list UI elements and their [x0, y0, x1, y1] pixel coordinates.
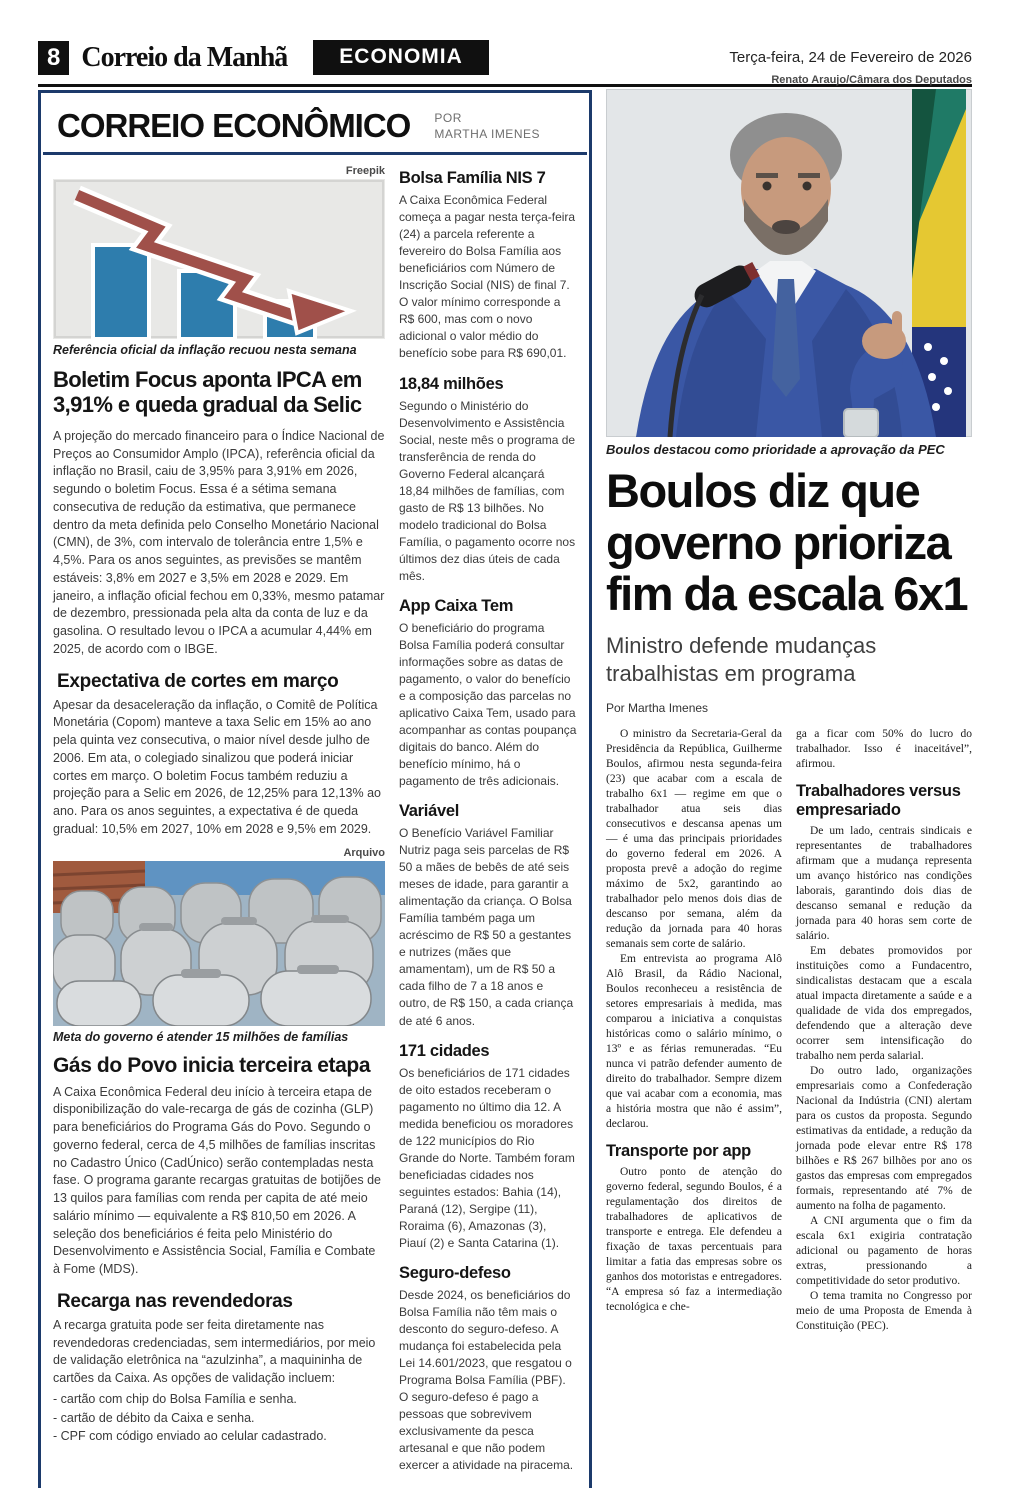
subhead-trabalhadores: Trabalhadores versus empresariado — [796, 782, 961, 820]
brief-item — [399, 169, 577, 362]
article-body-focus: A projeção do mercado financeiro para o Índice Nacional de Preços ao Consumidor Amplo (IPCA), referência oficial da inflação no Brasil, caiu de 3,95% para 3,91% em 2026, segundo o boletim Focus. Essa é a sétima semana consecutiva de redução da estimativa, que permanece dentro da meta definida pelo Conselho Monetário Nacional (CMN), de 3%, com intervalo de tolerância entre 1,5% e 4,5%. Para os anos seguintes, as previsões se mantêm estáveis: 3,8% em 2027 e 3,5% em 2028 e 2029. Em janeiro, a inflação oficial fechou em 0,33%, mesmo patamar de dezembro, pressionada pela alta da conta de luz e da gasolina. O resultado levou o IPCA a acumular 4,44% em 2025, de acordo com o IBGE. — [53, 428, 385, 656]
paragraph: A CNI argumenta que o fim da escala 6x1 exigiria contratação adicional ou pagamento de horas extras, pressionando a competitividade do setor produtivo. — [796, 1215, 972, 1287]
brief-heading: Variável — [399, 802, 459, 821]
brief-body: A Caixa Econômica Federal começa a pagar nesta terça-feira (24) a parcela referente a fevereiro do Bolsa Família aos beneficiários com Número de Inscrição Social (NIS) de final 7. O valor mínimo corresponde a R$ 600, mas com o novo adicional o valor médio do benefício sobe para R$ 690,01. — [399, 193, 576, 361]
issue-date: Terça-feira, 24 de Fevereiro de 2026 — [729, 49, 972, 66]
gas-bottles-photo — [53, 861, 385, 1026]
list-item: - cartão com chip do Bolsa Família e senha. — [53, 1391, 297, 1406]
article-deck: Ministro defende mudanças trabalhistas em programa — [606, 633, 877, 686]
paragraph: O ministro da Secretaria-Geral da Presidência da República, Guilherme Boulos, afirmou nesta segunda-feira (23) que acabar com a escala de trabalho 6x1 — regime em que o trabalhador atua seis dias consecutivos e descansa apenas um — é uma das principais prioridades do governo federal em 2026. A proposta prevê a adoção do regime máximo de 5x2, garantindo ao trabalhador pelo menos dois dias de descanso por semana, além da redução da jornada para 40 horas semanais sem corte de salário. — [606, 728, 782, 951]
paragraph: Do outro lado, organizações empresariais como a Confederação Nacional da Indústria (CNI) alertam para os custos da proposta. Segundo estimativas da entidade, a redução da jornada pode elevar entre R$ 178 bilhões e R$ 267 bilhões por ano os gastos das empresas com empregados formais, representando até 7% de aumento na folha de pagamento. — [796, 1065, 972, 1212]
brief-body: O beneficiário do programa Bolsa Família poderá consultar informações sobre as datas de pagamento, o valor do benefício e a composição das parcelas no aplicativo Caixa Tem, usado para acompanhar as contas poupança digitais do banco. Além do benefício mínimo, há o pagamento de três adicionais. — [399, 620, 577, 789]
correio-economico-box — [38, 90, 592, 1488]
paragraph: Em debates promovidos por instituições como a Fundacentro, sindicalistas destacam que a escala atual impacta diretamente a saúde e a qualidade de vida dos empregados, defendendo que a alteração deve ocorrer sem intensificação do trabalho nem perda salarial. — [796, 945, 972, 1062]
article-column-2 — [796, 727, 972, 1334]
article-byline: Por Martha Imenes — [606, 701, 709, 716]
paragraph: O tema tramita no Congresso por meio de uma Proposta de Emenda à Constituição (PEC). — [796, 1290, 972, 1332]
brief-heading: 171 cidades — [399, 1041, 490, 1060]
newspaper-title: Correio da Manhã — [81, 41, 288, 73]
list-item: - CPF com código enviado ao celular cadastrado. — [53, 1429, 327, 1444]
brief-heading: Seguro-defeso — [399, 1263, 511, 1282]
photo-credit: Arquivo — [343, 846, 385, 859]
byline-prefix: POR — [434, 111, 462, 125]
subhead-cortes: Expectativa de cortes em março — [57, 670, 339, 692]
brief-body: Desde 2024, os beneficiários do Bolsa Família não têm mais o desconto do seguro-defeso. A mudança foi estabelecida pela Lei 14.601/2023, que resgatou o Programa Bolsa Família (PBF). O seguro-defeso é pago a pessoas que sobrevivem exclusivamente da pesca artesanal e que não podem exercer a atividade na piracema. — [399, 1287, 574, 1473]
eco-main-column — [53, 163, 385, 1486]
eco-briefs-column — [399, 163, 577, 1486]
subhead-recarga: Recarga nas revendedoras — [57, 1290, 293, 1312]
brief-item — [399, 1042, 577, 1252]
page-number: 8 — [38, 41, 69, 75]
brief-item — [399, 375, 577, 585]
validation-options-list — [53, 1390, 385, 1446]
photo-caption: Referência oficial da inflação recuou nesta semana — [53, 343, 357, 358]
article-body-recarga: A recarga gratuita pode ser feita diretamente nas revendedoras credenciadas, sem intermediários, por meio de validação eletrônica na “azulzinha”, a maquininha de cartões da Caixa. As opções de validação incluem: — [53, 1317, 376, 1386]
article-headline-focus: Boletim Focus aponta IPCA em 3,91% e queda gradual da Selic — [53, 367, 362, 418]
article-body-gas: A Caixa Econômica Federal deu início à terceira etapa de disponibilização do vale-recarga de gás de cozinha (GLP) para beneficiários do Programa Gás do Povo. Segundo o governo federal, cerca de 4,5 milhões de famílias inscritas no Cadastro Único (CadÚnico) serão contempladas nesta fase. O programa garante recargas gratuitas de botijões de 13 quilos para famílias com renda per capita de até meio salário mínimo — equivalente a R$ 810,50 em 2026. A seleção dos beneficiários é feita pelo Ministério do Desenvolvimento e Assistência Social, Família e Combate à Fome (MDS). — [53, 1084, 381, 1277]
list-item: - cartão de débito da Caixa e senha. — [53, 1410, 255, 1425]
article-headline-gas: Gás do Povo inicia terceira etapa — [53, 1053, 371, 1077]
brief-heading: App Caixa Tem — [399, 596, 514, 615]
boulos-article — [606, 72, 972, 1334]
article-column-1 — [606, 727, 782, 1334]
paragraph: Outro ponto de atenção do governo federal, segundo Boulos, é a regulamentação dos direitos de trabalhadores de aplicativos de transporte e entrega. Ele defendeu a fixação de taxas percentuais para limitar a fatia das empresas sobre os ganhos dos motoristas e entregadores. “A empresa só faz a intermediação tecnológica e che- — [606, 1166, 782, 1314]
brief-item — [399, 597, 577, 790]
photo-caption: Meta do governo é atender 15 milhões de famílias — [53, 1029, 349, 1044]
article-body-cortes: Apesar da desaceleração da inflação, o Comitê de Política Monetária (Copom) manteve a taxa Selic em 15% ao ano pela quinta vez consecutiva, o maior nível desde julho de 2006. Em ata, o colegiado sinalizou que poderá iniciar cortes em março. O boletim Focus também reduziu a projeção para a Selic em 2026, de 12,25% para 12,13% ao ano. Para os anos seguintes, a expectativa é de queda gradual: 10,5% em 2027, 10% em 2028 e 9,5% em 2029. — [53, 697, 382, 836]
eco-columns — [41, 155, 589, 1488]
article-columns — [606, 727, 972, 1334]
boulos-photo — [606, 89, 972, 437]
photo-caption: Boulos destacou como prioridade a aprovação da PEC — [606, 442, 945, 457]
byline-name: MARTHA IMENES — [434, 126, 540, 141]
article-headline: Boulos diz que governo prioriza fim da escala 6x1 — [606, 464, 968, 621]
photo-credit: Renato Araujo/Câmara dos Deputados — [771, 74, 972, 86]
paragraph: ga a ficar com 50% do lucro do trabalhador. Isso é inaceitável”, afirmou. — [796, 728, 972, 771]
column-title: CORREIO ECONÔMICO — [57, 107, 411, 144]
inflation-chart-photo — [53, 179, 385, 339]
photo-credit: Freepik — [345, 165, 385, 178]
brief-body: Segundo o Ministério do Desenvolvimento e Assistência Social, neste mês o programa de transferência de renda do Governo Federal alcançará 18,84 milhões de famílias, com gasto de R$ 13 bilhões. No modelo tradicional do Bolsa Família, o pagamento ocorre nos últimos dez dias úteis de cada mês. — [399, 398, 576, 583]
brief-item — [399, 802, 577, 1029]
brief-body: O Benefício Variável Familiar Nutriz paga seis parcelas de R$ 50 a mães de bebês de até seis meses de idade, para garantir a alimentação da criança. O Bolsa Família também paga um acréscimo de R$ 50 a gestantes e nutrizes (mães que amamentam), um de R$ 50 a cada filho de 7 a 18 anos e outro, de R$ 150, a cada criança de até 6 anos. — [399, 826, 574, 1028]
brief-heading: 18,84 milhões — [399, 374, 504, 393]
column-byline — [434, 111, 540, 142]
brief-body: Os beneficiários de 171 cidades de oito estados receberam o pagamento no último dia 12. A medida beneficiou os moradores de 122 municípios do Rio Grande do Norte. Também foram beneficiadas cidades nos seguintes estados: Bahia (14), Paraná (12), Sergipe (11), Roraima (6), Amazonas (3), Piauí (2) e Santa Catarina (1). — [399, 1065, 575, 1250]
paragraph: Em entrevista ao programa Alô Alô Brasil, da Rádio Nacional, Boulos reconheceu a resistência de setores empresariais à medida, mas comparou a iniciativa a conquistas históricas como o salário mínimo, o 13º e as férias remuneradas. “Eu nunca vi patrão defender aumento de direito do trabalhador. Sempre dizem que vai acabar com a economia, mas a história mostra que não é assim”, declarou. — [606, 953, 782, 1131]
section-badge: ECONOMIA — [313, 40, 489, 75]
subhead-transporte: Transporte por app — [606, 1142, 751, 1161]
brief-heading: Bolsa Família NIS 7 — [399, 169, 546, 188]
correio-economico-header — [43, 93, 587, 155]
brief-item — [399, 1264, 577, 1474]
paragraph: De um lado, centrais sindicais e representantes de trabalhadores afirmam que a mudança representa um avanço histórico nas condições laborais, garantindo dois dias de descanso semanal e redução da jornada para 40 horas sem corte de salário. — [796, 825, 972, 942]
